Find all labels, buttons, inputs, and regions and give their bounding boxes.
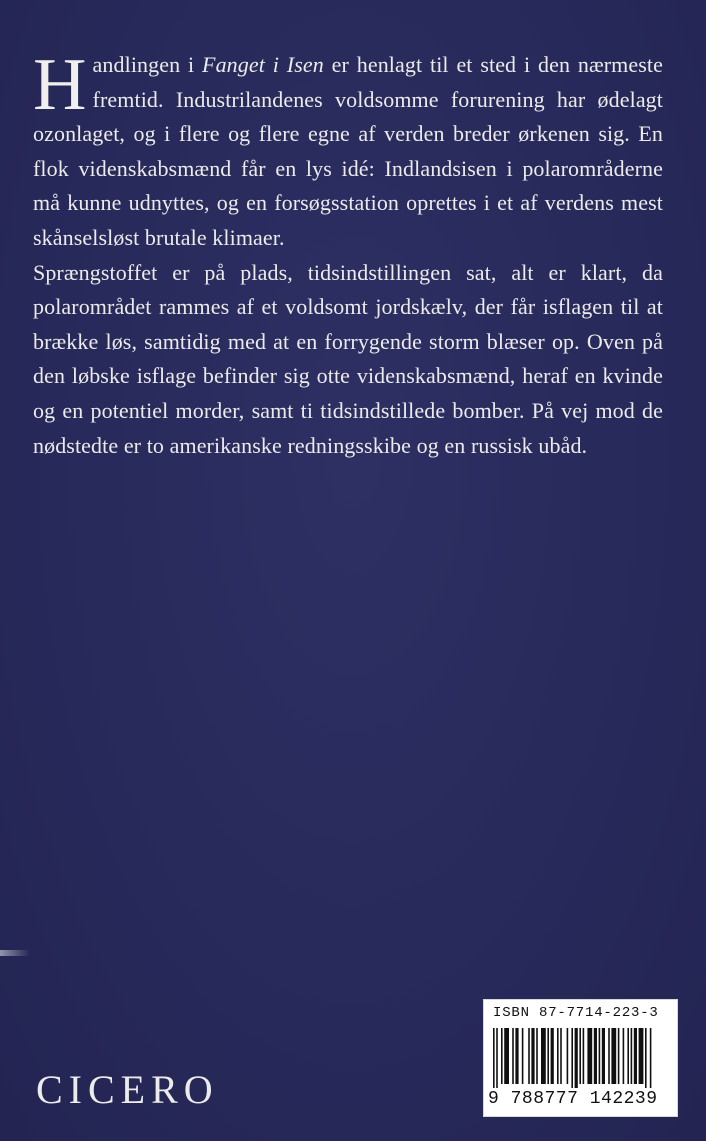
barcode-bar <box>623 1028 625 1084</box>
barcode-bar <box>536 1028 538 1084</box>
barcode-bar <box>504 1028 509 1084</box>
barcode-bar <box>594 1028 597 1084</box>
paragraph-1-rest: er henlagt til et sted i den nærmeste fremtid. Industrilandenes voldsomme forurening har ødelagt ozonlaget, og i flere og flere egne af verden breder ørkenen sig. En flok videnskabsmænd får en lys idé: Indlandsisen i polarområderne må kunne udnyttes, og en forsøgsstation oprettes i et af verdens mest skånselsløst brutale klimaer. <box>33 52 663 250</box>
barcode-bar <box>547 1028 549 1084</box>
barcode-bar <box>541 1028 546 1084</box>
barcode-bar <box>602 1028 605 1084</box>
barcode-bar <box>599 1028 601 1084</box>
barcode-bar <box>531 1028 534 1084</box>
barcode-bar <box>631 1028 633 1084</box>
paragraph-1-lead: andlingen i <box>92 52 203 77</box>
barcode-bar <box>551 1028 554 1084</box>
barcode-bar <box>560 1028 562 1084</box>
barcode-bar <box>639 1028 644 1084</box>
barcode-bar <box>618 1028 620 1084</box>
barcode-bar <box>496 1028 498 1088</box>
barcode-bar <box>557 1028 559 1084</box>
barcode-bar <box>571 1028 573 1088</box>
blurb-text <box>33 44 663 463</box>
ean-number: 9 788777 142239 <box>488 1089 658 1109</box>
publisher-logo: CICERO <box>36 1067 219 1112</box>
barcode-bar <box>650 1028 652 1088</box>
barcode-bar <box>608 1028 610 1084</box>
blurb-paragraph-1 <box>33 44 663 256</box>
barcode-bar <box>501 1028 503 1084</box>
barcode-bar <box>627 1028 629 1084</box>
barcode-bar <box>587 1028 592 1084</box>
barcode-bar <box>575 1028 578 1088</box>
edge-scuff <box>0 950 30 956</box>
book-title: Fanget i Isen <box>202 52 324 77</box>
isbn-number: ISBN 87-7714-223-3 <box>493 1005 659 1021</box>
barcode-bar <box>528 1028 530 1084</box>
barcode-bar <box>493 1028 495 1088</box>
barcode-bar <box>512 1028 514 1084</box>
barcode-bar <box>645 1028 647 1088</box>
barcode-bar <box>634 1028 637 1084</box>
barcode-bar <box>567 1028 569 1084</box>
drop-cap: H <box>33 44 87 126</box>
barcode-bar <box>611 1028 616 1084</box>
barcode-bar <box>522 1028 524 1084</box>
blurb-paragraph-2: Sprængstoffet er på plads, tidsindstillingen sat, alt er klart, da polarområdet rammes af et voldsomt jordskælv, der får isflagen til at brække løs, samtidig med at en forrygende storm blæser op. Oven på den løbske isflage befinder sig otte videnskabsmænd, heraf en kvinde og en potentiel morder, samt ti tidsindstillede bomber. På vej mod de nødstedte er to amerikanske redningsskibe og en russisk ubåd. <box>33 259 663 458</box>
isbn-barcode <box>483 999 678 1117</box>
barcode-bar <box>583 1028 585 1084</box>
barcode-bar <box>579 1028 581 1084</box>
barcode-bars <box>493 1028 669 1088</box>
barcode-bar <box>515 1028 518 1084</box>
